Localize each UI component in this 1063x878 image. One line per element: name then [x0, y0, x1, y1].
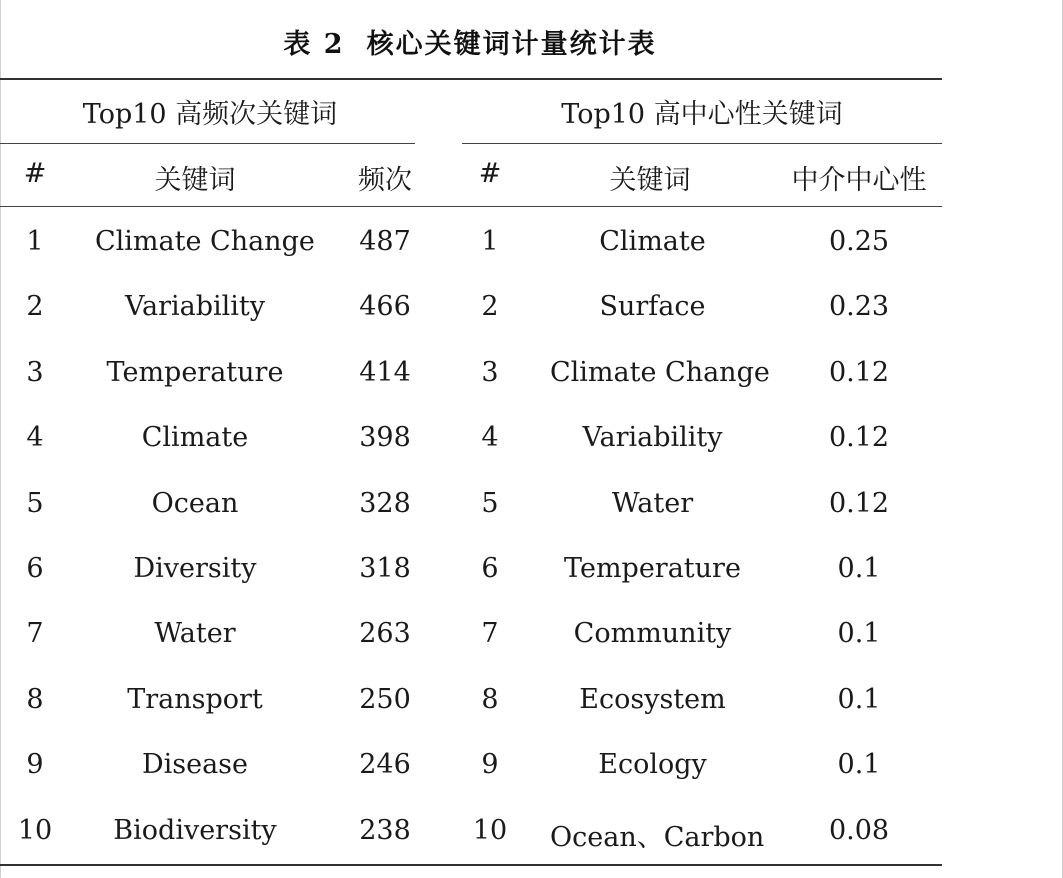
right-keyword-cell: Surface: [599, 291, 706, 322]
left-keyword-cell: Biodiversity: [113, 815, 277, 846]
right-centrality-cell: 0.12: [828, 488, 890, 519]
left-frequency-header: 频次: [358, 165, 412, 196]
right-keyword-cell: Climate: [599, 226, 706, 257]
left-group-heading: Top10 高频次关键词: [82, 99, 338, 130]
top-rule: [0, 78, 942, 80]
right-rank-cell: 7: [481, 618, 499, 649]
right-centrality-cell: 0.23: [828, 291, 890, 322]
right-centrality-cell: 0.08: [828, 815, 890, 846]
right-centrality-cell: 0.1: [837, 749, 881, 780]
left-keyword-cell: Variability: [124, 291, 266, 322]
left-frequency-cell: 414: [359, 357, 411, 388]
left-rank-cell: 1: [26, 226, 44, 257]
left-keyword-cell: Climate: [141, 422, 249, 453]
right-centrality-cell: 0.1: [837, 618, 881, 649]
left-keyword-header: 关键词: [154, 165, 236, 196]
left-frequency-cell: 318: [359, 553, 411, 584]
left-border: [0, 0, 1, 878]
header-rule: [0, 206, 942, 207]
left-rank-cell: 10: [17, 815, 53, 846]
right-keyword-cell: Temperature: [564, 553, 741, 584]
right-keyword-header: 关键词: [609, 165, 691, 196]
right-rank-cell: 5: [481, 488, 499, 519]
left-keyword-cell: Transport: [127, 684, 263, 715]
right-rank-header: #: [478, 158, 502, 189]
left-keyword-cell: Climate Change: [95, 226, 315, 257]
right-rank-cell: 1: [481, 226, 499, 257]
left-rank-cell: 9: [26, 749, 44, 780]
right-keyword-cell: Ecology: [598, 749, 707, 780]
left-rank-cell: 3: [26, 357, 44, 388]
left-frequency-cell: 398: [359, 422, 411, 453]
right-keyword-cell: Climate Change: [550, 357, 770, 388]
table-caption: 核心关键词计量统计表: [366, 29, 657, 60]
right-centrality-cell: 0.1: [837, 553, 881, 584]
left-frequency-cell: 250: [359, 684, 411, 715]
right-keyword-cell: Community: [573, 618, 732, 649]
left-keyword-cell: Disease: [141, 749, 249, 780]
right-group-rule: [462, 143, 942, 144]
left-keyword-cell: Ocean: [151, 488, 239, 519]
right-centrality-cell: 0.25: [828, 226, 890, 257]
left-frequency-cell: 466: [359, 291, 411, 322]
left-frequency-cell: 328: [359, 488, 411, 519]
right-keyword-cell: Ecosystem: [579, 684, 726, 715]
right-keyword-cell: Variability: [582, 422, 723, 453]
left-frequency-cell: 487: [359, 226, 411, 257]
left-keyword-cell: Water: [154, 618, 236, 649]
left-keyword-cell: Temperature: [106, 357, 284, 388]
left-frequency-cell: 246: [359, 749, 411, 780]
left-rank-header: #: [23, 158, 47, 189]
right-rank-cell: 3: [481, 357, 499, 388]
right-keyword-cell: Water: [611, 488, 694, 519]
right-rank-cell: 2: [481, 291, 499, 322]
left-frequency-cell: 263: [359, 618, 411, 649]
table-title: [0, 22, 940, 61]
right-centrality-header: 中介中心性: [791, 165, 927, 196]
left-rank-cell: 4: [26, 422, 44, 453]
left-keyword-cell: Diversity: [133, 553, 257, 584]
left-rank-cell: 7: [26, 618, 44, 649]
left-rank-cell: 5: [26, 488, 44, 519]
right-rank-cell: 9: [481, 749, 499, 780]
left-rank-cell: 8: [26, 684, 44, 715]
right-centrality-cell: 0.12: [828, 422, 890, 453]
right-rank-cell: 10: [472, 815, 508, 846]
right-group-heading: Top10 高中心性关键词: [561, 99, 843, 130]
left-rank-cell: 6: [26, 553, 44, 584]
right-rank-cell: 8: [481, 684, 499, 715]
right-rank-cell: 4: [481, 422, 499, 453]
right-centrality-cell: 0.1: [837, 684, 881, 715]
left-rank-cell: 2: [26, 291, 44, 322]
right-rank-cell: 6: [481, 553, 499, 584]
left-frequency-cell: 238: [359, 815, 411, 846]
right-keyword-cell: Ocean、Carbon: [550, 822, 765, 853]
left-group-rule: [0, 143, 415, 144]
right-centrality-cell: 0.12: [828, 357, 890, 388]
bottom-rule: [0, 864, 942, 866]
table-number: 表 2: [283, 29, 345, 60]
